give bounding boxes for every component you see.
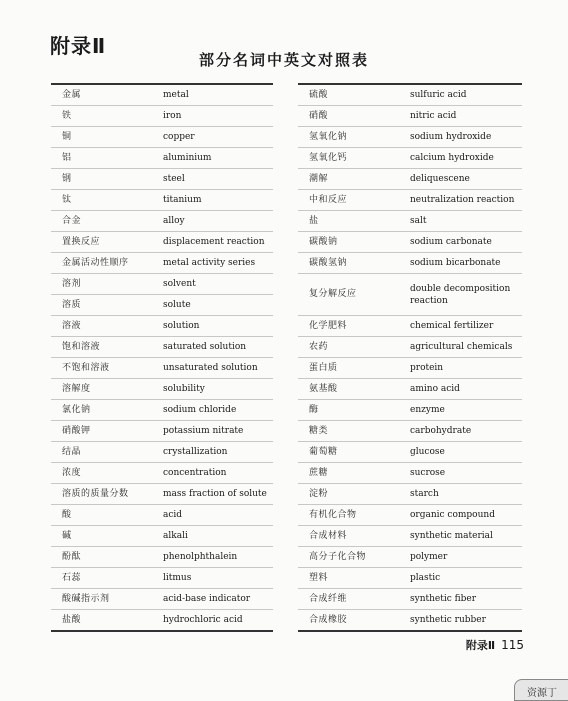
term-chinese: 石蕊 — [51, 568, 152, 589]
term-english: solubility — [152, 379, 273, 400]
table-row — [51, 148, 273, 169]
corner-tab[interactable]: 资源丁 — [514, 679, 568, 701]
term-english: sodium chloride — [152, 400, 273, 421]
table-row — [51, 463, 273, 484]
term-english: aluminium — [152, 148, 273, 169]
term-english: iron — [152, 106, 273, 127]
table-row — [51, 400, 273, 421]
glossary-table-right — [298, 83, 522, 632]
term-english: chemical fertilizer — [399, 316, 522, 337]
term-chinese: 铜 — [51, 127, 152, 148]
term-english: metal activity series — [152, 253, 273, 274]
table-row — [298, 505, 522, 526]
term-english: plastic — [399, 568, 522, 589]
table-row — [298, 232, 522, 253]
table-row — [51, 505, 273, 526]
term-chinese: 酚酞 — [51, 547, 152, 568]
term-chinese: 合成材料 — [298, 526, 399, 547]
term-english: solution — [152, 316, 273, 337]
table-row — [298, 337, 522, 358]
term-english: phenolphthalein — [152, 547, 273, 568]
table-row — [298, 526, 522, 547]
table-row — [298, 547, 522, 568]
table-row — [51, 379, 273, 400]
table-row — [51, 421, 273, 442]
term-chinese: 氢氧化钙 — [298, 148, 399, 169]
term-chinese: 硫酸 — [298, 84, 399, 106]
term-english: unsaturated solution — [152, 358, 273, 379]
table-row — [51, 190, 273, 211]
term-english: protein — [399, 358, 522, 379]
term-chinese: 金属活动性顺序 — [51, 253, 152, 274]
term-english: synthetic material — [399, 526, 522, 547]
table-row — [51, 84, 273, 106]
table-row — [51, 274, 273, 295]
table-row — [51, 253, 273, 274]
table-row — [51, 610, 273, 632]
term-chinese: 浓度 — [51, 463, 152, 484]
table-row — [298, 400, 522, 421]
table-row — [51, 169, 273, 190]
table-row — [51, 232, 273, 253]
term-chinese: 铝 — [51, 148, 152, 169]
table-row — [298, 442, 522, 463]
term-chinese: 不饱和溶液 — [51, 358, 152, 379]
table-row — [298, 568, 522, 589]
term-english: sodium hydroxide — [399, 127, 522, 148]
table-row — [298, 484, 522, 505]
term-english: alkali — [152, 526, 273, 547]
table-row — [51, 295, 273, 316]
table-row — [298, 274, 522, 316]
term-chinese: 金属 — [51, 84, 152, 106]
table-row — [298, 589, 522, 610]
term-chinese: 氯化钠 — [51, 400, 152, 421]
term-english: steel — [152, 169, 273, 190]
term-chinese: 中和反应 — [298, 190, 399, 211]
term-english: saturated solution — [152, 337, 273, 358]
table-row — [298, 211, 522, 232]
term-english: acid — [152, 505, 273, 526]
table-row — [298, 253, 522, 274]
term-chinese: 酶 — [298, 400, 399, 421]
table-row — [51, 211, 273, 232]
term-chinese: 有机化合物 — [298, 505, 399, 526]
term-chinese: 酸 — [51, 505, 152, 526]
page-footer — [466, 637, 524, 653]
term-english: nitric acid — [399, 106, 522, 127]
term-english: sulfuric acid — [399, 84, 522, 106]
term-english: agricultural chemicals — [399, 337, 522, 358]
table-title: 部分名词中英文对照表 — [198, 51, 369, 69]
table-row — [298, 379, 522, 400]
term-english: copper — [152, 127, 273, 148]
term-chinese: 饱和溶液 — [51, 337, 152, 358]
term-chinese: 葡萄糖 — [298, 442, 399, 463]
term-english: titanium — [152, 190, 273, 211]
table-row — [51, 316, 273, 337]
term-english: displacement reaction — [152, 232, 273, 253]
term-chinese: 化学肥料 — [298, 316, 399, 337]
term-chinese: 硝酸钾 — [51, 421, 152, 442]
term-english: neutralization reaction — [399, 190, 522, 211]
term-chinese: 合成纤维 — [298, 589, 399, 610]
term-chinese: 淀粉 — [298, 484, 399, 505]
table-row — [51, 106, 273, 127]
term-english: solvent — [152, 274, 273, 295]
term-chinese: 溶解度 — [51, 379, 152, 400]
table-row — [51, 547, 273, 568]
term-english: sodium carbonate — [399, 232, 522, 253]
term-english: sucrose — [399, 463, 522, 484]
term-english: crystallization — [152, 442, 273, 463]
term-english: alloy — [152, 211, 273, 232]
term-chinese: 钛 — [51, 190, 152, 211]
term-chinese: 复分解反应 — [298, 274, 399, 316]
table-row — [298, 169, 522, 190]
term-english: organic compound — [399, 505, 522, 526]
term-english: carbohydrate — [399, 421, 522, 442]
term-chinese: 钢 — [51, 169, 152, 190]
term-chinese: 蔗糖 — [298, 463, 399, 484]
table-row — [51, 442, 273, 463]
term-chinese: 糖类 — [298, 421, 399, 442]
term-english: glucose — [399, 442, 522, 463]
term-chinese: 盐 — [298, 211, 399, 232]
table-row — [298, 358, 522, 379]
term-chinese: 农药 — [298, 337, 399, 358]
table-row — [298, 421, 522, 442]
term-chinese: 铁 — [51, 106, 152, 127]
page-number: 115 — [501, 638, 524, 652]
table-row — [298, 316, 522, 337]
term-chinese: 酸碱指示剂 — [51, 589, 152, 610]
term-english: solute — [152, 295, 273, 316]
table-row — [51, 358, 273, 379]
term-english: litmus — [152, 568, 273, 589]
term-chinese: 溶剂 — [51, 274, 152, 295]
term-english: amino acid — [399, 379, 522, 400]
term-chinese: 高分子化合物 — [298, 547, 399, 568]
table-row — [51, 568, 273, 589]
table-row — [298, 463, 522, 484]
table-row — [298, 106, 522, 127]
term-english: sodium bicarbonate — [399, 253, 522, 274]
term-english — [399, 274, 522, 316]
table-row — [51, 484, 273, 505]
term-chinese: 结晶 — [51, 442, 152, 463]
term-english: salt — [399, 211, 522, 232]
term-english-line: double decomposition — [410, 283, 511, 294]
term-chinese: 碳酸氢钠 — [298, 253, 399, 274]
term-chinese: 盐酸 — [51, 610, 152, 632]
term-chinese: 硝酸 — [298, 106, 399, 127]
table-row — [298, 148, 522, 169]
term-chinese: 蛋白质 — [298, 358, 399, 379]
term-chinese: 塑料 — [298, 568, 399, 589]
term-chinese: 碳酸钠 — [298, 232, 399, 253]
term-english: synthetic rubber — [399, 610, 522, 632]
term-chinese: 置换反应 — [51, 232, 152, 253]
term-chinese: 溶液 — [51, 316, 152, 337]
appendix-heading: 附录Ⅱ — [50, 34, 107, 58]
table-row — [298, 84, 522, 106]
footer-label: 附录Ⅱ — [465, 639, 496, 652]
glossary-table-left — [51, 83, 273, 632]
table-row — [51, 526, 273, 547]
term-chinese: 碱 — [51, 526, 152, 547]
term-english: deliquescene — [399, 169, 522, 190]
term-chinese: 氨基酸 — [298, 379, 399, 400]
table-row — [298, 127, 522, 148]
term-english: concentration — [152, 463, 273, 484]
term-english: metal — [152, 84, 273, 106]
term-english: synthetic fiber — [399, 589, 522, 610]
term-english: enzyme — [399, 400, 522, 421]
term-english-line: reaction — [410, 295, 448, 306]
term-english: starch — [399, 484, 522, 505]
table-row — [51, 589, 273, 610]
term-chinese: 溶质 — [51, 295, 152, 316]
term-chinese: 潮解 — [298, 169, 399, 190]
term-chinese: 溶质的质量分数 — [51, 484, 152, 505]
term-english: mass fraction of solute — [152, 484, 273, 505]
term-english: hydrochloric acid — [152, 610, 273, 632]
term-chinese: 合成橡胶 — [298, 610, 399, 632]
table-row — [51, 337, 273, 358]
term-english: polymer — [399, 547, 522, 568]
term-english: potassium nitrate — [152, 421, 273, 442]
term-chinese: 合金 — [51, 211, 152, 232]
table-row — [298, 610, 522, 632]
term-english: acid-base indicator — [152, 589, 273, 610]
table-row — [298, 190, 522, 211]
term-english: calcium hydroxide — [399, 148, 522, 169]
term-chinese: 氢氧化钠 — [298, 127, 399, 148]
table-row — [51, 127, 273, 148]
